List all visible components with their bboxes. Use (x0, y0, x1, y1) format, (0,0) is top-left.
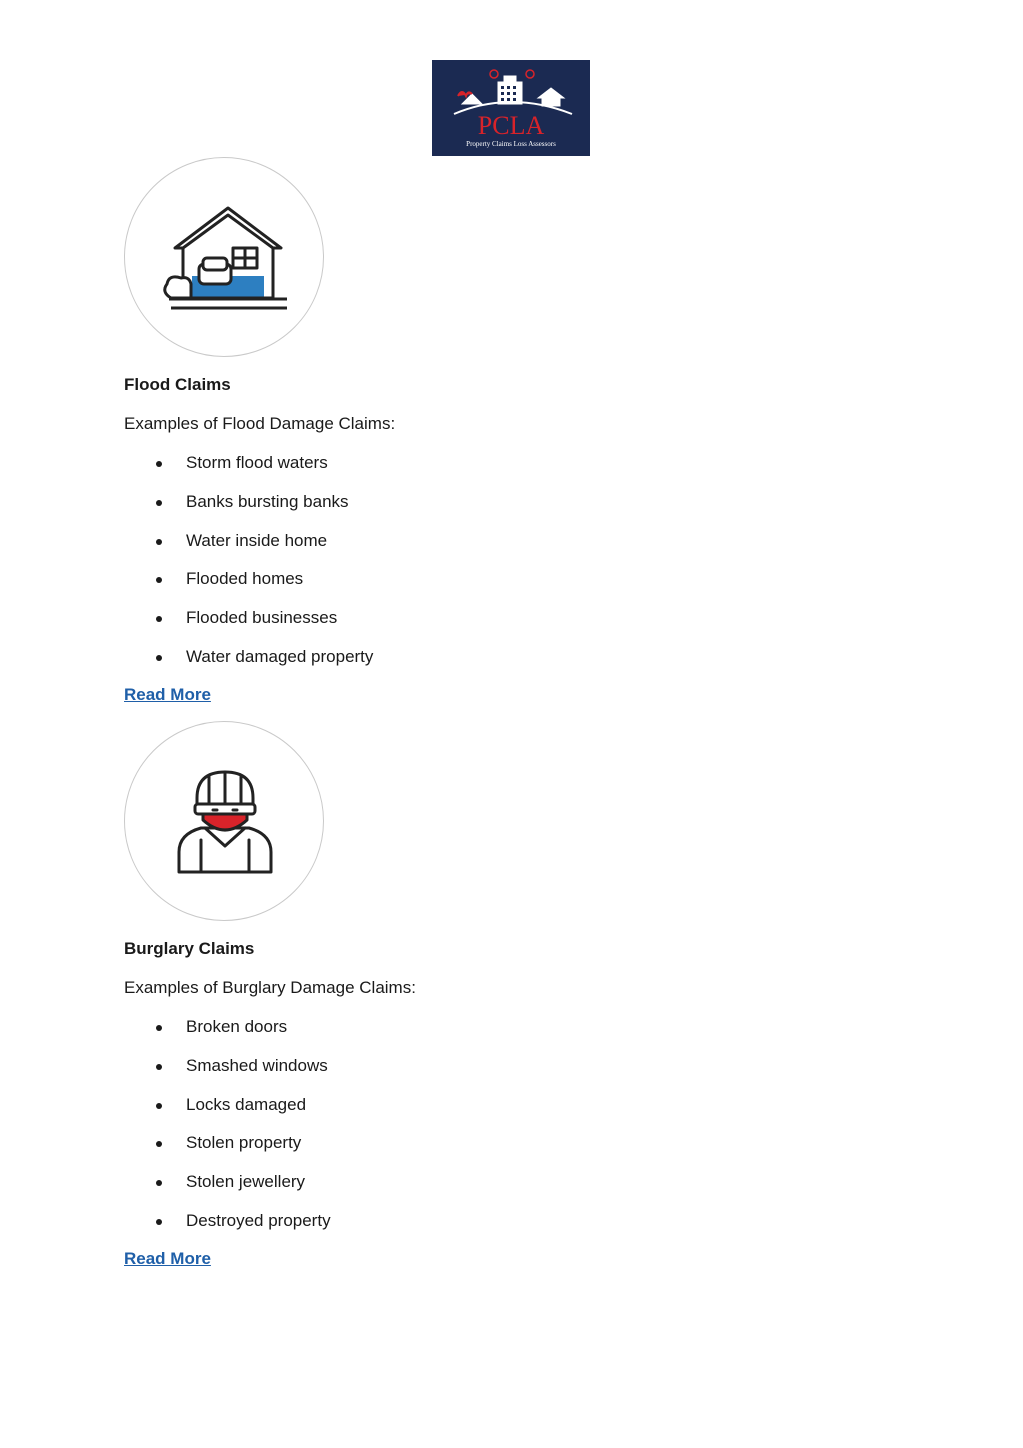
logo-text: PCLA (477, 111, 545, 140)
section-title: Burglary Claims (124, 939, 255, 958)
pcla-logo (432, 60, 590, 156)
list-item: Locks damaged (124, 1095, 331, 1134)
list-item: Banks bursting banks (124, 492, 373, 531)
list-item: Destroyed property (124, 1211, 331, 1250)
pcla-logo-graphic (432, 60, 590, 156)
flood-icon-circle (124, 157, 324, 357)
flooded-house-icon (125, 158, 324, 357)
flood-read-more-link[interactable]: Read More (124, 685, 211, 704)
list-item: Flooded businesses (124, 608, 373, 647)
list-item: Storm flood waters (124, 453, 373, 492)
section-intro: Examples of Burglary Damage Claims: (124, 978, 416, 997)
section-intro: Examples of Flood Damage Claims: (124, 414, 396, 433)
burglary-read-more-link[interactable]: Read More (124, 1249, 211, 1268)
flood-claims-section (124, 157, 824, 717)
list-item: Flooded homes (124, 569, 373, 608)
list-item: Stolen property (124, 1133, 331, 1172)
list-item: Smashed windows (124, 1056, 331, 1095)
burglary-icon-circle (124, 721, 324, 921)
logo-tagline: Property Claims Loss Assessors (466, 140, 556, 148)
list-item: Water damaged property (124, 647, 373, 686)
flood-claims-list (124, 453, 373, 686)
burglary-claims-section (124, 721, 824, 1281)
list-item: Stolen jewellery (124, 1172, 331, 1211)
section-title: Flood Claims (124, 375, 231, 394)
burglar-icon (125, 722, 324, 921)
list-item: Water inside home (124, 531, 373, 570)
list-item: Broken doors (124, 1017, 331, 1056)
burglary-claims-list (124, 1017, 331, 1250)
